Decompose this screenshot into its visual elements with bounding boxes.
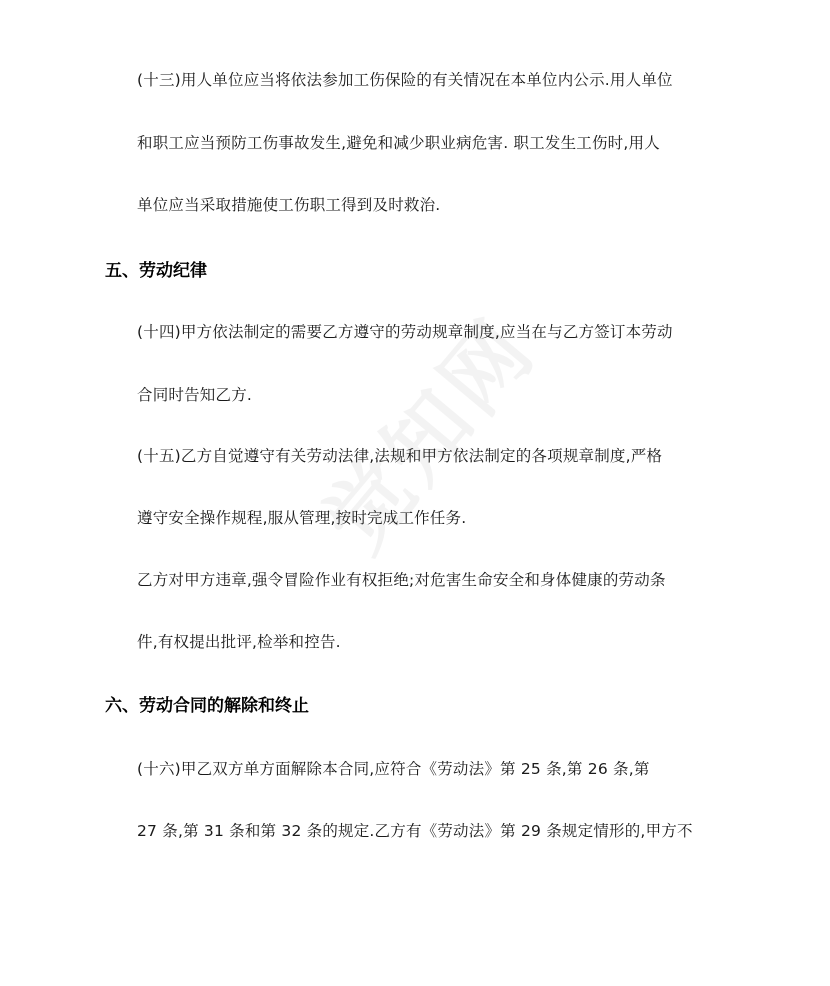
paragraph-15b-line-2: 件,有权提出批评,检举和控告. <box>137 633 341 651</box>
paragraph-15-line-1: (十五)乙方自觉遵守有关劳动法律,法规和甲方依法制定的各项规章制度,严格 <box>137 447 663 465</box>
paragraph-14-line-1: (十四)甲方依法制定的需要乙方遵守的劳动规章制度,应当在与乙方签订本劳动 <box>137 323 673 341</box>
section-6-heading: 六、劳动合同的解除和终止 <box>105 696 309 716</box>
paragraph-15-line-2: 遵守安全操作规程,服从管理,按时完成工作任务. <box>137 509 467 527</box>
paragraph-16-line-2: 27 条,第 31 条和第 32 条的规定.乙方有《劳动法》第 29 条规定情形的,甲方不 <box>137 822 693 840</box>
paragraph-15b-line-1: 乙方对甲方违章,强令冒险作业有权拒绝;对危害生命安全和身体健康的劳动条 <box>137 571 666 589</box>
paragraph-13-line-3: 单位应当采取措施使工伤职工得到及时救治. <box>137 196 441 214</box>
section-5-heading: 五、劳动纪律 <box>105 261 207 281</box>
paragraph-16-line-1: (十六)甲乙双方单方面解除本合同,应符合《劳动法》第 25 条,第 26 条,第 <box>137 760 650 778</box>
paragraph-14-line-2: 合同时告知乙方. <box>137 386 253 404</box>
paragraph-13-line-2: 和职工应当预防工伤事故发生,避免和减少职业病危害. 职工发生工伤时,用人 <box>137 134 660 152</box>
paragraph-13-line-1: (十三)用人单位应当将依法参加工伤保险的有关情况在本单位内公示.用人单位 <box>137 71 673 89</box>
